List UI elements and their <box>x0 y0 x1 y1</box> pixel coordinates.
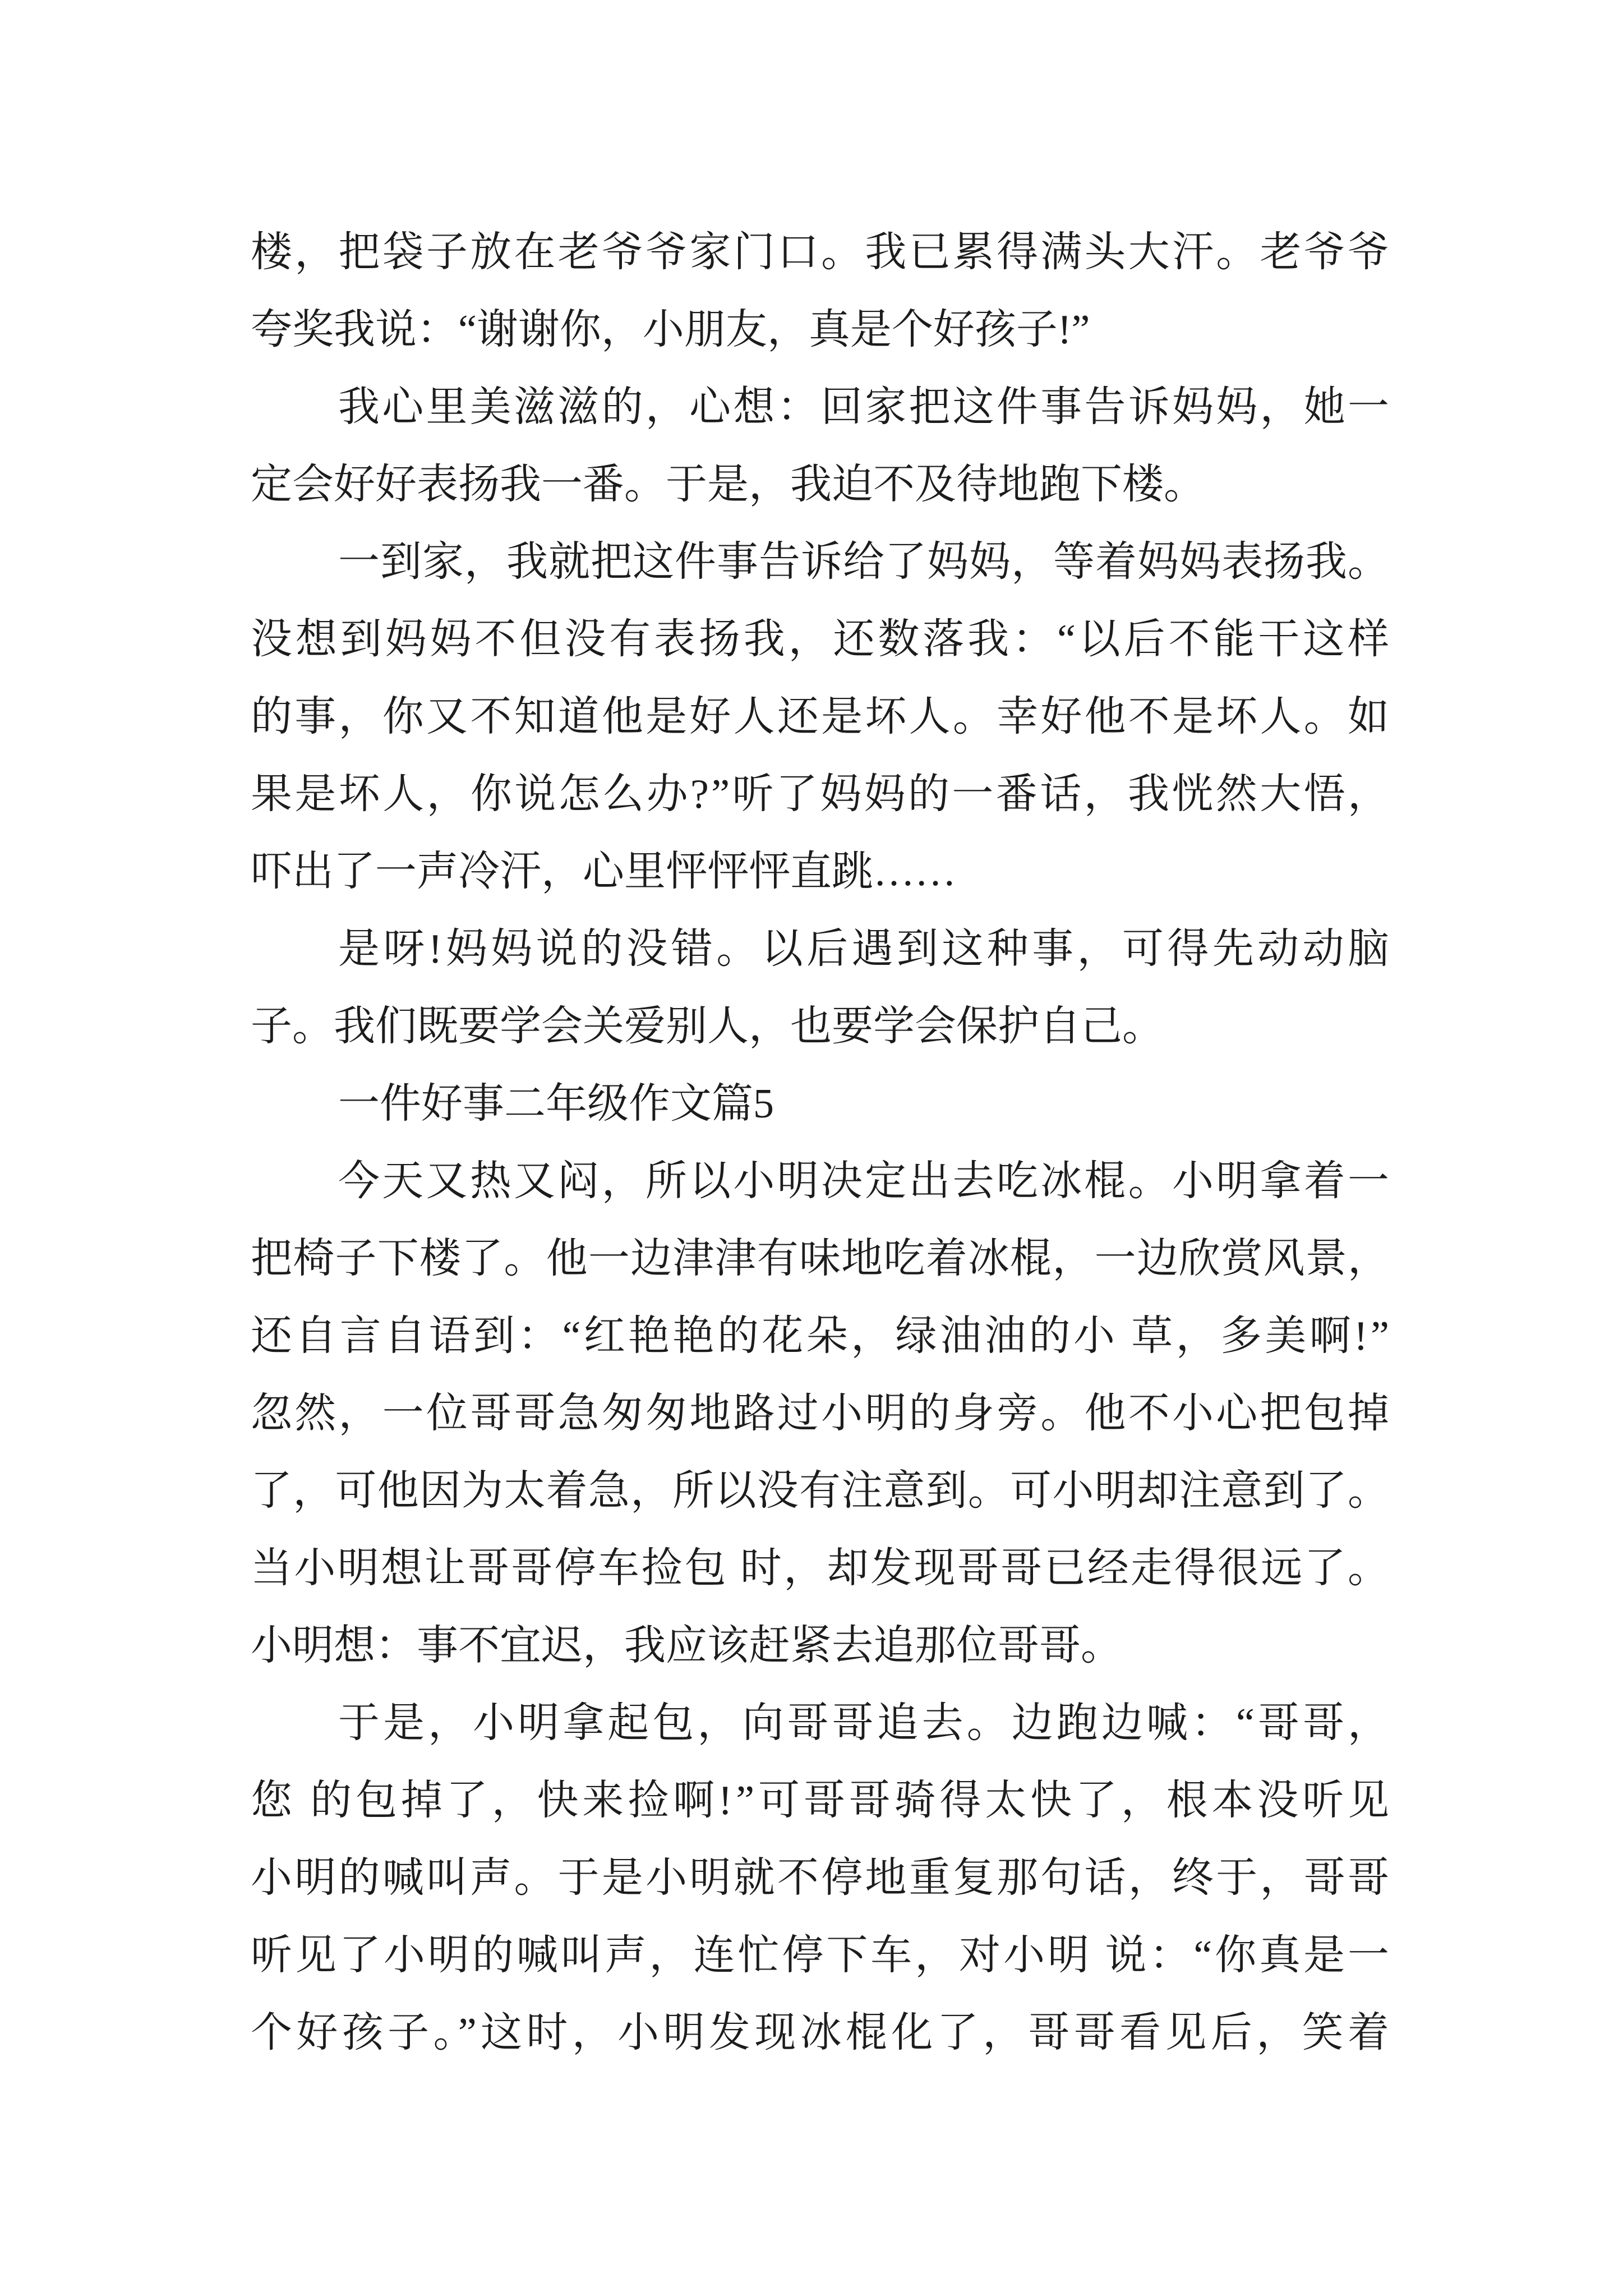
paragraph <box>251 1685 1394 2072</box>
paragraph <box>251 910 1393 1065</box>
text-line: 今天又热又闷，所以小明决定出去吃冰棍。小明拿着一 <box>338 1158 1392 1204</box>
paragraph <box>251 523 1393 910</box>
paragraph-continued <box>251 214 1392 369</box>
text-line: 小明想：事不宜迟，我应该赶紧去追那位哥哥。 <box>251 1623 1122 1669</box>
text-line: 夸奖我说：“谢谢你，小朋友，真是个好孩子!” <box>251 307 1090 353</box>
section-heading-text: 一件好事二年级作文篇5 <box>338 1081 774 1127</box>
paragraph <box>251 1143 1393 1685</box>
text-line: 果是坏人，你说怎么办?”听了妈妈的一番话，我恍然大悟， <box>251 771 1392 817</box>
section-heading <box>251 1065 1389 1143</box>
text-line: 定会好好表扬我一番。于是，我迫不及待地跑下楼。 <box>251 462 1205 508</box>
text-line: 您 的包掉了，快来捡啊!”可哥哥骑得太快了，根本没听见 <box>251 1778 1393 1824</box>
paragraph <box>251 369 1392 523</box>
text-line: 了，可他因为太着急，所以没有注意到。可小明却注意到了。 <box>251 1468 1390 1514</box>
text-line: 一到家，我就把这件事告诉给了妈妈，等着妈妈表扬我。 <box>338 539 1390 585</box>
text-line: 还自言自语到：“红艳艳的花朵，绿油油的小 草，多美啊!” <box>251 1313 1393 1359</box>
text-line: 当小明想让哥哥停车捡包 时，却发现哥哥已经走得很远了。 <box>251 1545 1391 1591</box>
text-line: 听见了小明的喊叫声，连忙停下车，对小明 说：“你真是一 <box>251 1932 1392 1978</box>
text-line: 吓出了一声冷汗，心里怦怦怦直跳…… <box>251 849 956 895</box>
text-line: 于是，小明拿起包，向哥哥追去。边跑边喊：“哥哥， <box>338 1700 1393 1746</box>
text-line: 把椅子下楼了。他一边津津有味地吃着冰棍，一边欣赏风景， <box>251 1236 1390 1282</box>
text-line: 小明的喊叫声。于是小明就不停地重复那句话，终于，哥哥 <box>251 1855 1392 1901</box>
text-line: 我心里美滋滋的，心想：回家把这件事告诉妈妈，她一 <box>338 384 1392 430</box>
text-line: 子。我们既要学会关爱别人，也要学会保护自己。 <box>251 1004 1164 1050</box>
text-line: 的事，你又不知道他是好人还是坏人。幸好他不是坏人。如 <box>251 694 1392 740</box>
text-line: 个好孩子。”这时，小明发现冰棍化了，哥哥看见后，笑着 <box>251 2010 1394 2056</box>
text-line: 是呀!妈妈说的没错。以后遇到这种事，可得先动动脑 <box>338 926 1393 972</box>
text-line: 楼，把袋子放在老爷爷家门口。我已累得满头大汗。老爷爷 <box>251 229 1392 275</box>
text-line: 忽然，一位哥哥急匆匆地路过小明的身旁。他不小心把包掉 <box>251 1391 1392 1437</box>
article-body <box>251 214 1394 2072</box>
text-line: 没想到妈妈不但没有表扬我，还数落我：“以后不能干这样 <box>251 616 1393 662</box>
